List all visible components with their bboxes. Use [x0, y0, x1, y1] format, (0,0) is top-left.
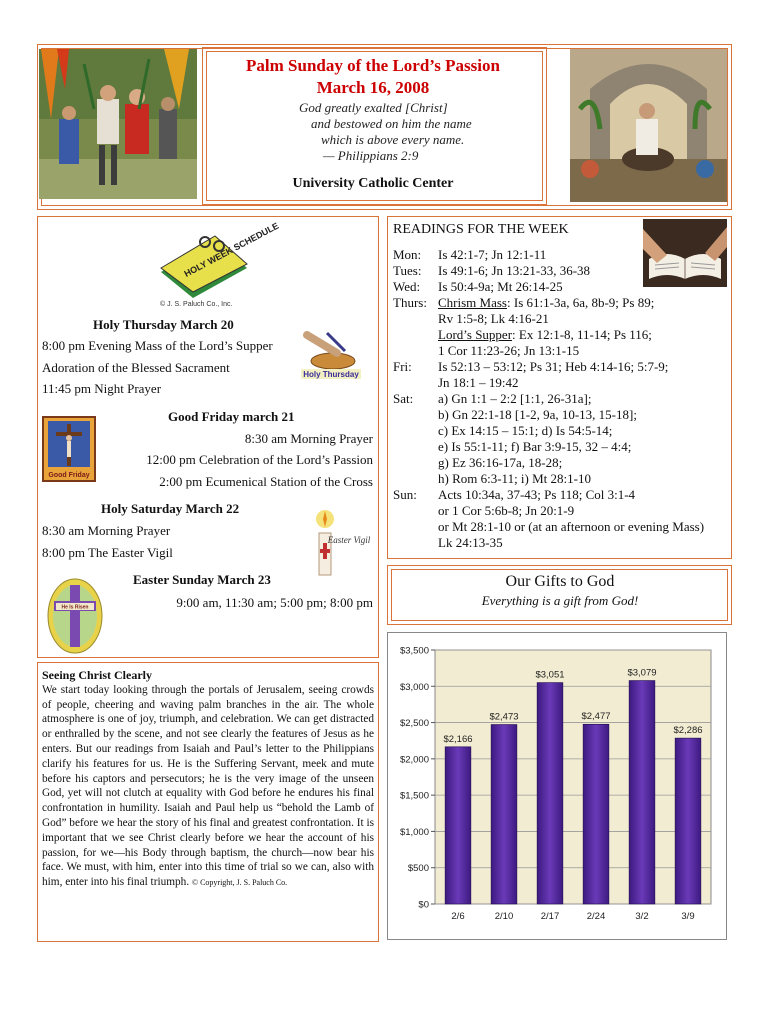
friday-item: 2:00 pm Ecumenical Station of the Cross — [159, 474, 373, 489]
plot-area — [435, 650, 711, 904]
holy-week-schedule-icon — [155, 220, 281, 298]
bar — [491, 725, 517, 904]
scripture-quote — [205, 100, 541, 164]
good-friday-icon — [42, 416, 96, 482]
bar — [537, 683, 563, 904]
entry-into-jerusalem-painting — [570, 49, 727, 202]
reading-text: b) Gn 22:1-18 [1-2, 9a, 10-13, 15-18]; — [438, 407, 637, 422]
reading-text: or 1 Cor 5:6b-8; Jn 20:1-9 — [438, 503, 575, 518]
readings-heading: READINGS FOR THE WEEK — [393, 222, 569, 237]
y-tick-label: $1,000 — [399, 826, 429, 838]
thursday-item: Adoration of the Blessed Sacrament — [42, 360, 230, 375]
sunday-item: 9:00 am, 11:30 am; 5:00 pm; 8:00 pm — [176, 595, 373, 610]
reading-text: Lk 24:13-35 — [438, 535, 503, 550]
bar-value-label: $3,079 — [627, 667, 657, 679]
y-tick-label: $500 — [407, 863, 429, 875]
bar — [675, 738, 701, 904]
reading-text: Acts 10:34a, 37-43; Ps 118; Col 3:1-4 — [438, 487, 636, 502]
reading-label: Lord’s Supper — [438, 327, 513, 342]
easter-vigil-icon — [313, 507, 371, 579]
title-line-1: Palm Sunday of the Lord’s Passion — [246, 56, 500, 75]
y-tick-label: $3,000 — [399, 681, 429, 693]
quote-line: which is above every name. — [321, 132, 465, 147]
reading-text: Is 49:1-6; Jn 13:21-33, 36-38 — [438, 263, 591, 278]
thursday-item: 8:00 pm Evening Mass of the Lord’s Supper — [42, 338, 273, 353]
bar — [445, 747, 471, 904]
x-tick-label: 2/17 — [540, 911, 560, 922]
y-tick-label: $2,000 — [399, 754, 429, 766]
quote-line: — Philippians 2:9 — [323, 148, 419, 163]
x-tick-label: 2/10 — [494, 911, 514, 922]
x-tick-label: 3/9 — [681, 911, 695, 922]
saturday-item: 8:30 am Morning Prayer — [42, 523, 171, 538]
sunday-heading: Easter Sunday March 23 — [133, 572, 271, 587]
reading-day: Sat: — [393, 391, 414, 406]
article-copyright: © Copyright, J. S. Paluch Co. — [191, 878, 288, 888]
reading-line: Chrism Mass: Is 61:1-3a, 6a, 8b-9; Ps 89; — [438, 295, 655, 310]
bar-value-label: $2,473 — [489, 711, 519, 723]
reading-day: Tues: — [393, 263, 422, 278]
parish-name: University Catholic Center — [292, 176, 454, 191]
y-tick-label: $2,500 — [399, 718, 429, 730]
bar-value-label: $2,286 — [673, 725, 703, 737]
saturday-heading: Holy Saturday March 22 — [101, 501, 240, 516]
quote-line: and bestowed on him the name — [311, 116, 472, 131]
bar — [583, 724, 609, 904]
article-heading: Seeing Christ Clearly — [42, 668, 152, 682]
bar — [629, 681, 655, 904]
article-body: We start today looking through the portals of Jerusalem, seeing crowds of people, cheering and waving palm branches in the air. The whole atmosphere is one of joy, triumph, and celebration. We can get distracted or enthralled by the scene, and not see clearly the features of Jesus as he enters. But our readings from Isaiah and Paul’s letter to the Philippians clarify his features for us. He is the Suffering Servant, meek and mute before his captors and persecutors; he is the very image of the unseen God, yet will not clutch at equality with God before he endures his final confrontation in humility. Isaiah and Paul help us “behold the Lamb of God” before we hear the story of his final and greatest confrontation. It is important that we see Christ clearly before we hear the account of his passion, for we—his Body through baptism, the church—now bear his face. We must, with him, enter into this time of trial so we can, also with him, enter into his final triumph. — [42, 683, 374, 889]
reading-text: Is 61:1-3a, 6a, 8b-9; Ps 89; — [513, 295, 655, 310]
reading-line: Lord’s Supper: Ex 12:1-8, 11-14; Ps 116; — [438, 327, 652, 342]
reading-text: Jn 18:1 – 19:42 — [438, 375, 519, 390]
holy-thursday-icon — [297, 325, 365, 380]
reading-text: e) Is 55:1-11; f) Bar 3:9-15, 32 – 4:4; — [438, 439, 632, 454]
x-tick-label: 2/24 — [586, 911, 606, 922]
reading-text: Rv 1:5-8; Lk 4:16-21 — [438, 311, 549, 326]
sticker-text: HOLY WEEK SCHEDULE — [182, 220, 281, 279]
holy-thursday-icon-label: Holy Thursday — [303, 370, 359, 379]
thursday-heading: Holy Thursday March 20 — [93, 317, 234, 332]
title-line-2: March 16, 2008 — [316, 78, 430, 97]
page-title — [205, 55, 541, 99]
reading-day: Wed: — [393, 279, 421, 294]
procession-photo — [39, 49, 197, 199]
x-tick-label: 3/2 — [635, 911, 649, 922]
reading-text: or Mt 28:1-10 or (at an afternoon or evening Mass) — [438, 519, 705, 534]
reading-text: Is 42:1-7; Jn 12:1-11 — [438, 247, 547, 262]
y-tick-label: $3,500 — [399, 645, 429, 657]
easter-icon-label: He Is Risen — [61, 604, 89, 611]
collections-chart — [387, 632, 727, 940]
x-tick-label: 2/6 — [451, 911, 465, 922]
friday-item: 8:30 am Morning Prayer — [244, 431, 373, 446]
reading-label: Chrism Mass — [438, 295, 507, 310]
y-tick-label: $1,500 — [399, 790, 429, 802]
reading-day: Fri: — [393, 359, 412, 374]
reading-text: 1 Cor 11:23-26; Jn 13:1-15 — [438, 343, 580, 358]
reading-day: Mon: — [393, 247, 422, 262]
bar-value-label: $3,051 — [535, 669, 565, 681]
reading-day: Thurs: — [393, 295, 427, 310]
reading-text: Ex 12:1-8, 11-14; Ps 116; — [518, 327, 652, 342]
gifts-title: Our Gifts to God — [505, 573, 615, 590]
sticker-credit: © J. S. Paluch Co., Inc. — [160, 301, 233, 308]
friday-heading: Good Friday march 21 — [168, 409, 295, 424]
open-bible-icon — [643, 219, 727, 287]
easter-vigil-icon-label: Easter Vigil — [327, 535, 371, 545]
reading-text: Is 52:13 – 53:12; Ps 31; Heb 4:14-16; 5:7-9; — [438, 359, 669, 374]
reading-text: c) Ex 14:15 – 15:1; d) Is 54:5-14; — [438, 423, 613, 438]
saturday-item: 8:00 pm The Easter Vigil — [42, 545, 173, 560]
friday-item: 12:00 pm Celebration of the Lord’s Passion — [146, 452, 373, 467]
reading-text: h) Rom 6:3-11; i) Mt 28:1-10 — [438, 471, 591, 486]
article — [42, 668, 374, 891]
reading-text: a) Gn 1:1 – 2:2 [1:1, 26-31a]; — [438, 391, 592, 406]
reading-text: Is 50:4-9a; Mt 26:14-25 — [438, 279, 563, 294]
quote-line: God greatly exalted [Christ] — [299, 100, 448, 115]
reading-text: g) Ez 36:16-17a, 18-28; — [438, 455, 563, 470]
y-tick-label: $0 — [418, 899, 429, 911]
thursday-item: 11:45 pm Night Prayer — [42, 381, 162, 396]
bar-value-label: $2,477 — [581, 711, 611, 723]
good-friday-icon-label: Good Friday — [48, 472, 90, 479]
easter-egg-cross-icon — [46, 577, 104, 655]
gifts-subtitle: Everything is a gift from God! — [481, 593, 639, 608]
bar-value-label: $2,166 — [443, 733, 473, 745]
reading-day: Sun: — [393, 487, 417, 502]
